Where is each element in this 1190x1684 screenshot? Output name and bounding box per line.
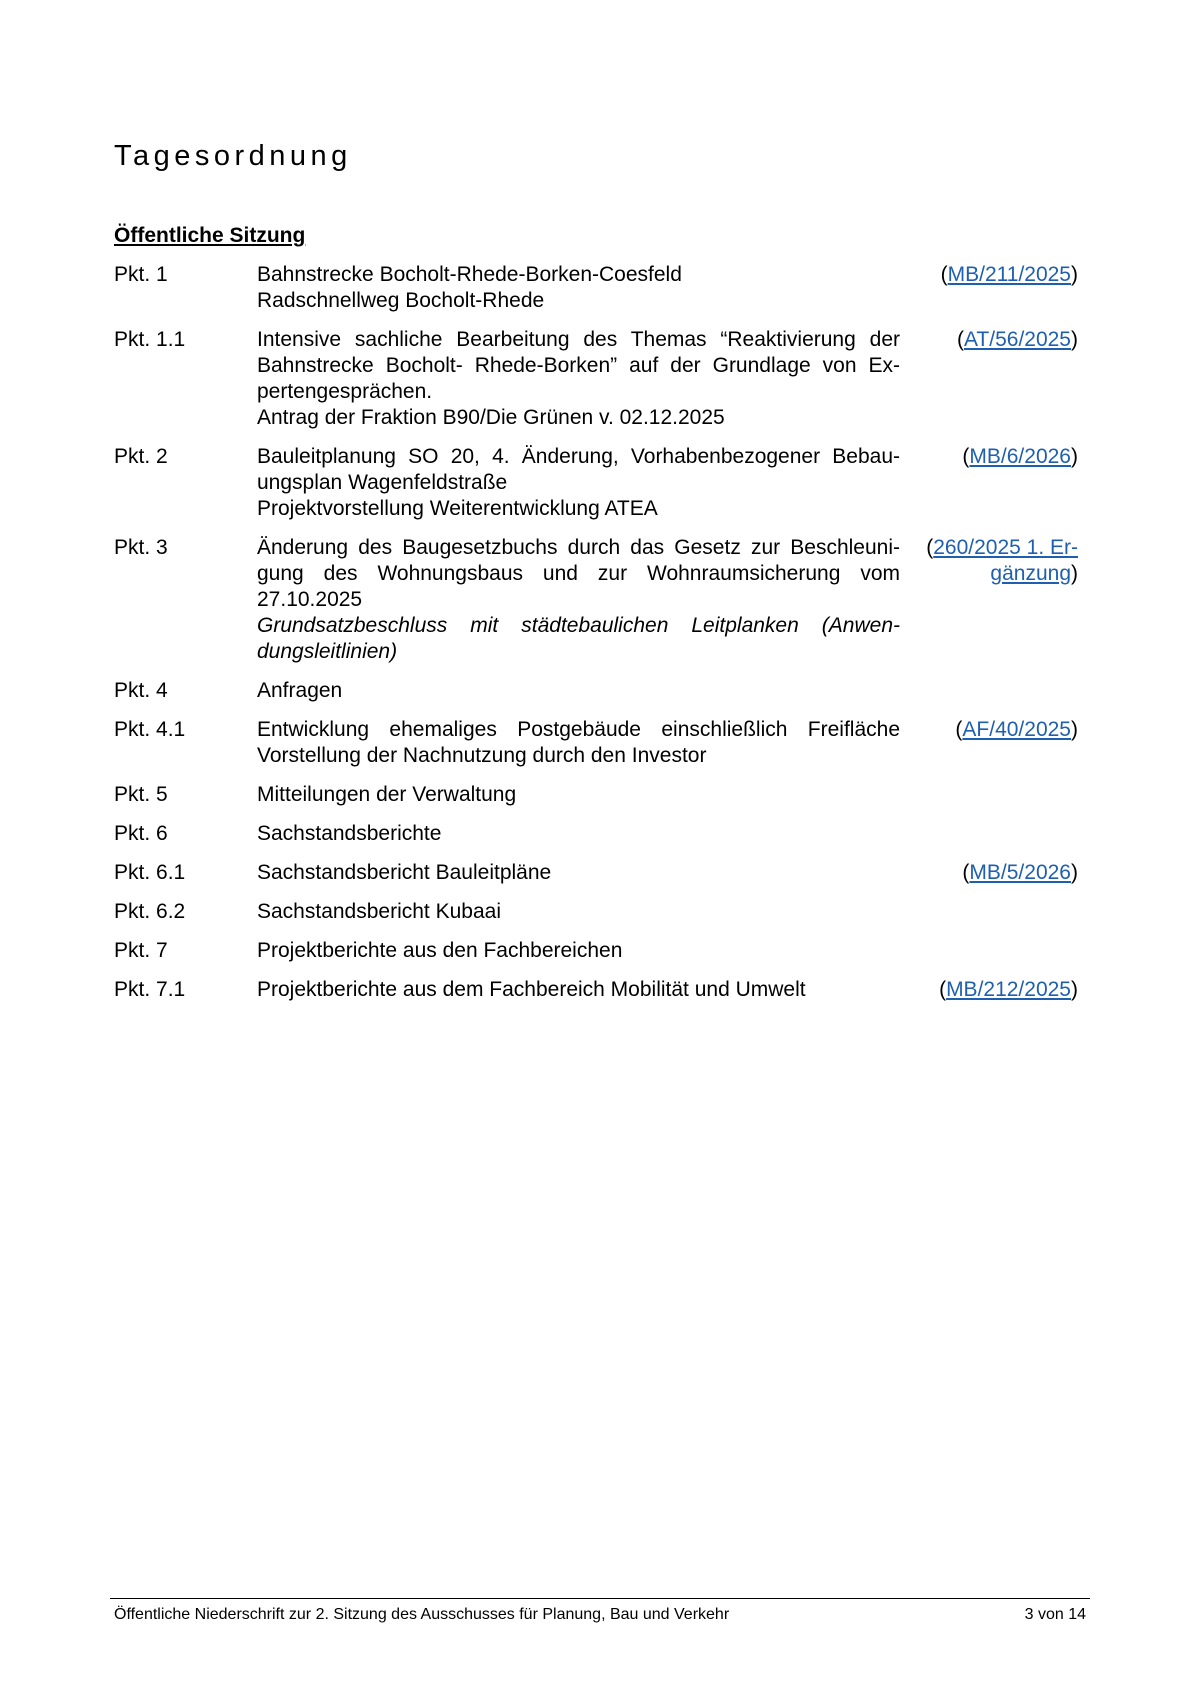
- agenda-item-line: Radschnellweg Bocholt-Rhede: [257, 289, 545, 312]
- reference-close-paren: ): [1071, 445, 1078, 468]
- agenda-item-text: [257, 938, 900, 964]
- agenda-item: [114, 444, 1078, 522]
- agenda-item: [114, 899, 1078, 925]
- agenda-item-line: Intensive sachliche Bearbeitung des Themas “Reaktivierung der Bahnstrecke Bocholt- Rhede-Borken” auf der Grundlage von Ex-pertengesprächen.: [257, 328, 900, 403]
- reference-close-paren: ): [1071, 562, 1078, 585]
- agenda-item-number: Pkt. 1: [114, 263, 168, 286]
- agenda-item-line: Antrag der Fraktion B90/Die Grünen v. 02.12.2025: [257, 406, 725, 429]
- reference-open-paren: (: [955, 718, 963, 741]
- agenda-item-line: Projektberichte aus den Fachbereichen: [257, 939, 623, 962]
- agenda-item-text: [257, 678, 900, 704]
- reference-link[interactable]: 260/2025 1. Er-gänzung: [933, 536, 1078, 585]
- agenda-item-line: Änderung des Baugesetzbuchs durch das Gesetz zur Beschleuni-gung des Wohnungsbaus und zur Wohnraumsicherung vom 27.10.2025: [257, 536, 900, 611]
- agenda-item-reference: [900, 535, 1078, 587]
- agenda-item-line: Bahnstrecke Bocholt-Rhede-Borken-Coesfeld: [257, 263, 682, 286]
- reference-open-paren: (: [956, 328, 964, 351]
- reference-link[interactable]: MB/6/2026: [969, 445, 1071, 468]
- agenda-item: [114, 977, 1078, 1003]
- reference-open-paren: (: [962, 861, 970, 884]
- agenda-item-text: [257, 899, 900, 925]
- agenda-item-number: Pkt. 7.1: [114, 978, 186, 1001]
- agenda-item-text: [257, 717, 900, 769]
- reference-close-paren: ): [1071, 861, 1078, 884]
- reference-open-paren: (: [939, 978, 947, 1001]
- agenda-item-text: [257, 444, 900, 522]
- reference-close-paren: ): [1071, 263, 1078, 286]
- agenda-item-number: Pkt. 6: [114, 822, 168, 845]
- agenda-item-number: Pkt. 7: [114, 939, 168, 962]
- page-number: 3 von 14: [1024, 1606, 1086, 1623]
- agenda-item-line: Projektberichte aus dem Fachbereich Mobilität und Umwelt: [257, 978, 806, 1001]
- agenda-item: [114, 782, 1078, 808]
- agenda-list: [114, 262, 1078, 1016]
- agenda-item-line: Sachstandsbericht Kubaai: [257, 900, 501, 923]
- agenda-item-line: Bauleitplanung SO 20, 4. Änderung, Vorhabenbezogener Bebau-ungsplan Wagenfeldstraße: [257, 445, 900, 494]
- agenda-item-reference: [900, 262, 1078, 288]
- agenda-item-reference: [900, 860, 1078, 886]
- agenda-item-line: Sachstandsberichte: [257, 822, 442, 845]
- agenda-item-number: Pkt. 6.2: [114, 900, 186, 923]
- reference-open-paren: (: [940, 263, 948, 286]
- reference-link[interactable]: MB/5/2026: [969, 861, 1071, 884]
- agenda-item-number: Pkt. 2: [114, 445, 168, 468]
- reference-close-paren: ): [1071, 328, 1078, 351]
- agenda-item: [114, 262, 1078, 314]
- agenda-item-text: [257, 782, 900, 808]
- agenda-item: [114, 860, 1078, 886]
- agenda-item-number: Pkt. 4.1: [114, 718, 186, 741]
- reference-link[interactable]: AT/56/2025: [963, 328, 1071, 351]
- agenda-item: [114, 821, 1078, 847]
- page-title: Tagesordnung: [114, 140, 352, 172]
- agenda-item-text: [257, 262, 900, 314]
- reference-close-paren: ): [1071, 718, 1078, 741]
- agenda-item-line: Sachstandsbericht Bauleitpläne: [257, 861, 552, 884]
- agenda-item-line: Grundsatzbeschluss mit städtebaulichen Leitplanken (Anwen-dungsleitlinien): [257, 614, 900, 663]
- reference-close-paren: ): [1071, 978, 1078, 1001]
- agenda-item-number: Pkt. 6.1: [114, 861, 186, 884]
- agenda-item-reference: [900, 444, 1078, 470]
- agenda-item-line: Mitteilungen der Verwaltung: [257, 783, 517, 806]
- reference-link[interactable]: MB/212/2025: [946, 978, 1071, 1001]
- reference-open-paren: (: [926, 536, 934, 559]
- agenda-item: [114, 327, 1078, 431]
- footer-divider: [110, 1598, 1090, 1599]
- agenda-item: [114, 938, 1078, 964]
- agenda-item-reference: [900, 327, 1078, 353]
- agenda-item: [114, 535, 1078, 665]
- agenda-item-line: Entwicklung ehemaliges Postgebäude einschließlich Freifläche Vorstellung der Nachnutzung durch den Investor: [257, 718, 900, 767]
- agenda-item-number: Pkt. 5: [114, 783, 168, 806]
- agenda-item: [114, 717, 1078, 769]
- section-heading: Öffentliche Sitzung: [114, 224, 306, 247]
- agenda-item-text: [257, 821, 900, 847]
- agenda-item-number: Pkt. 4: [114, 679, 168, 702]
- agenda-item-text: [257, 860, 900, 886]
- agenda-item-line: Projektvorstellung Weiterentwicklung ATEA: [257, 497, 658, 520]
- reference-link[interactable]: MB/211/2025: [947, 263, 1071, 286]
- agenda-item-line: Anfragen: [257, 679, 343, 702]
- reference-link[interactable]: AF/40/2025: [962, 718, 1071, 741]
- agenda-item-number: Pkt. 1.1: [114, 328, 186, 351]
- agenda-item-number: Pkt. 3: [114, 536, 168, 559]
- reference-open-paren: (: [962, 445, 970, 468]
- agenda-item-text: [257, 977, 900, 1003]
- agenda-item-text: [257, 327, 900, 431]
- footer-title: Öffentliche Niederschrift zur 2. Sitzung des Ausschusses für Planung, Bau und Verkehr: [114, 1606, 730, 1623]
- agenda-item-reference: [900, 977, 1078, 1003]
- agenda-item: [114, 678, 1078, 704]
- agenda-item-reference: [900, 717, 1078, 743]
- agenda-item-text: [257, 535, 900, 665]
